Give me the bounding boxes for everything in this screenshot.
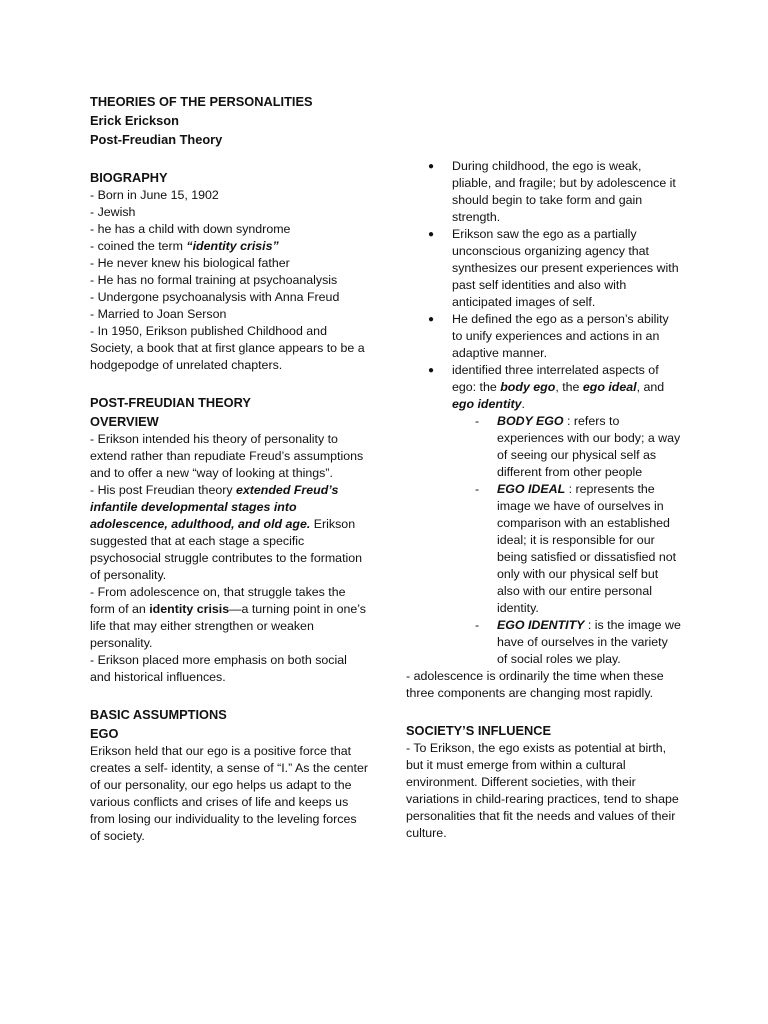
overview-section <box>90 393 370 686</box>
aspect-term: BODY EGO <box>497 414 564 428</box>
right-column <box>406 158 681 842</box>
society-section <box>406 721 681 842</box>
b4-mid1: , the <box>555 380 583 394</box>
bio-item: - Undergone psychoanalysis with Anna Freud <box>90 290 340 304</box>
ego-aspects-list <box>406 413 681 668</box>
overview-paragraph: - Erikson placed more emphasis on both social and historical influences. <box>90 653 347 684</box>
aspect-term: EGO IDENTITY <box>497 618 585 632</box>
list-item <box>406 413 681 481</box>
bio-item: - Married to Joan Serson <box>90 307 227 321</box>
left-column <box>90 92 370 845</box>
coined-prefix: - coined the term <box>90 239 187 253</box>
p3-bold: identity crisis <box>149 602 230 616</box>
bullet-text: During childhood, the ego is weak, pliable, and fragile; but by adolescence it should begin to take form and gain strength. <box>452 159 676 224</box>
coined-term: “identity crisis” <box>186 239 279 253</box>
list-item <box>406 158 681 226</box>
overview-paragraph <box>90 584 370 652</box>
document-title: THEORIES OF THE PERSONALITIES <box>90 94 313 109</box>
term-body-ego: body ego <box>500 380 556 394</box>
society-paragraph: - To Erikson, the ego exists as potential at birth, but it must emerge from within a cultural environment. Different societies, with their variations in child-rearing practices, tend to shape personalities that fit the needs and values of their culture. <box>406 741 679 840</box>
ego-bullet-list <box>406 158 681 413</box>
b4-mid2: , and <box>636 380 665 394</box>
p3-prefix: - From adolescence on, that struggle takes the form of an <box>90 585 346 616</box>
bio-item: - He never knew his biological father <box>90 256 290 270</box>
bullet-icon: ● <box>428 229 435 240</box>
bio-item: - he has a child with down syndrome <box>90 222 291 236</box>
ego-paragraph: Erikson held that our ego is a positive force that creates a self- identity, a sense of “I.” As the center of our personality, our ego helps us adapt to the various conflicts and crises of life and keeps us from losing our individuality to the leveling forces of society. <box>90 744 369 843</box>
overview-heading-2: OVERVIEW <box>90 414 159 429</box>
term-ego-identity: ego identity <box>452 397 522 411</box>
bullet-text: Erikson saw the ego as a partially unconscious organizing agency that synthesizes our present experiences with past self identities and also with anticipated images of self. <box>452 227 679 309</box>
dash-icon: - <box>475 482 480 496</box>
bio-item: - Born in June 15, 1902 <box>90 188 219 202</box>
assumptions-section <box>90 705 370 845</box>
bio-item-coined <box>90 238 370 255</box>
list-item <box>406 362 681 413</box>
p3-suffix: —a turning point in one’s life that may either strengthen or weaken personality. <box>90 602 366 650</box>
biography-section <box>90 168 370 374</box>
list-item <box>406 226 681 311</box>
aspect-term: EGO IDEAL <box>497 482 566 496</box>
bio-item: - In 1950, Erikson published Childhood and Society, a book that at first glance appears to be a hodgepodge of unrelated chapters. <box>90 324 365 372</box>
overview-paragraph <box>90 482 370 584</box>
b4-prefix: identified three interrelated aspects of ego: the <box>452 363 659 394</box>
dash-icon: - <box>475 414 480 428</box>
bullet-icon: ● <box>428 314 435 325</box>
closing-note: - adolescence is ordinarily the time when these three components are changing most rapidly. <box>406 669 664 700</box>
bio-item: - He has no formal training at psychoanalysis <box>90 273 338 287</box>
society-heading: SOCIETY’S INFLUENCE <box>406 723 552 738</box>
theory-name: Post-Freudian Theory <box>90 132 223 147</box>
p2-emphasis: extended Freud’s infantile developmental stages into adolescence, adulthood, and old age. <box>90 483 339 531</box>
aspect-text: : refers to experiences with our body; a way of seeing our physical self as different from other people <box>497 414 681 479</box>
list-item <box>406 481 681 617</box>
bullet-text: He defined the ego as a person’s ability to unify experiences and actions in an adaptive manner. <box>452 312 669 360</box>
b4-end: . <box>521 397 525 411</box>
p2-suffix: Erikson suggested that at each stage a specific psychosocial struggle contributes to the formation of personality. <box>90 517 363 582</box>
list-item <box>406 617 681 668</box>
biography-heading: BIOGRAPHY <box>90 170 168 185</box>
list-item <box>406 311 681 362</box>
bio-item: - Jewish <box>90 205 136 219</box>
aspect-text: : is the image we have of ourselves in the variety of social roles we play. <box>497 618 681 666</box>
dash-icon: - <box>475 618 480 632</box>
bullet-icon: ● <box>428 365 435 376</box>
author-name: Erick Erickson <box>90 113 179 128</box>
p2-prefix: - His post Freudian theory <box>90 483 236 497</box>
overview-paragraph: - Erikson intended his theory of personality to extend rather than repudiate Freud’s assumptions and to offer a new “way of looking at things”. <box>90 432 364 480</box>
overview-heading-1: POST-FREUDIAN THEORY <box>90 395 251 410</box>
term-ego-ideal: ego ideal <box>582 380 637 394</box>
aspect-text: : represents the image we have of ourselves in comparison with an established ideal; it is responsible for our being satisfied or dissatisfied not only with our physical self but also with our entire personal identity. <box>497 482 677 615</box>
document-header <box>90 92 370 149</box>
assumptions-heading-1: BASIC ASSUMPTIONS <box>90 707 227 722</box>
assumptions-heading-2: EGO <box>90 726 119 741</box>
bullet-icon: ● <box>428 161 435 172</box>
